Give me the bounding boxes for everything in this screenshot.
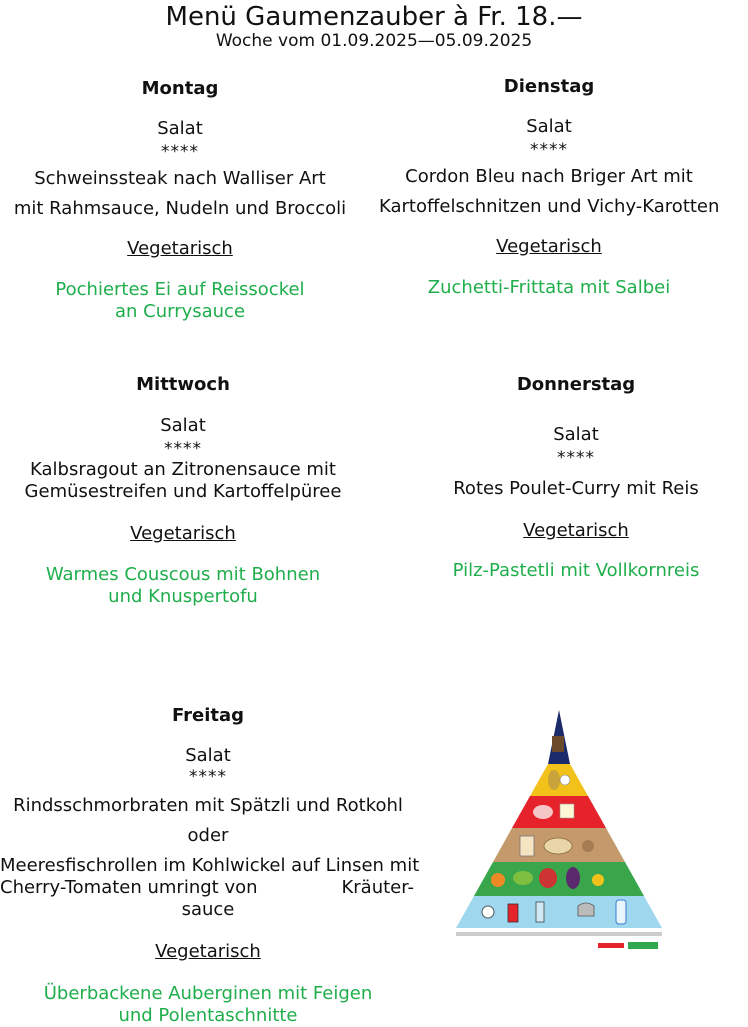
day-name: Donnerstag xyxy=(516,374,636,395)
day-name: Mittwoch xyxy=(136,374,230,395)
food-pyramid-icon xyxy=(448,706,670,954)
alt-dish-line2-left: Cherry-Tomaten umringt von xyxy=(0,877,258,898)
alt-dish-line2-right: Kräuter- xyxy=(341,877,414,898)
main-dish-line1: Rotes Poulet-Curry mit Reis xyxy=(453,478,699,499)
salad-label: Salat xyxy=(553,424,599,445)
main-dish-line1: Cordon Bleu nach Briger Art mit xyxy=(405,166,693,187)
separator-stars: **** xyxy=(557,448,595,468)
vegetarian-dish-line1: Pilz-Pastetli mit Vollkornreis xyxy=(452,560,700,581)
day-dienstag xyxy=(379,76,719,299)
separator-stars: **** xyxy=(164,439,202,459)
alt-dish-line3: sauce xyxy=(181,899,235,920)
salad-label: Salat xyxy=(526,116,572,137)
day-name: Montag xyxy=(141,78,219,99)
separator-stars: **** xyxy=(189,767,227,787)
vegetarian-heading: Vegetarisch xyxy=(155,941,261,962)
day-name: Freitag xyxy=(171,705,245,726)
separator-stars: **** xyxy=(530,140,568,160)
main-dish-line2: mit Rahmsauce, Nudeln und Broccoli xyxy=(13,198,347,219)
vegetarian-dish-line2: und Knuspertofu xyxy=(108,586,258,607)
week-range: Woche vom 01.09.2025—05.09.2025 xyxy=(215,31,533,51)
main-dish-line1: Rindsschmorbraten mit Spätzli und Rotkohl xyxy=(13,795,403,816)
vegetarian-dish-line1: Überbackene Auberginen mit Feigen xyxy=(43,983,373,1004)
vegetarian-heading: Vegetarisch xyxy=(130,523,236,544)
day-name: Dienstag xyxy=(503,76,595,97)
main-dish-line2: Gemüsestreifen und Kartoffelpüree xyxy=(24,481,342,502)
separator-stars: **** xyxy=(161,142,199,162)
main-dish-line1: Schweinssteak nach Walliser Art xyxy=(34,168,326,189)
vegetarian-heading: Vegetarisch xyxy=(523,520,629,541)
vegetarian-dish-line1: Zuchetti-Frittata mit Salbei xyxy=(427,277,671,298)
vegetarian-dish-line1: Pochiertes Ei auf Reissockel xyxy=(55,279,305,300)
salad-label: Salat xyxy=(160,415,206,436)
or-separator: oder xyxy=(187,825,229,846)
vegetarian-heading: Vegetarisch xyxy=(127,238,233,259)
day-freitag xyxy=(0,705,420,1027)
vegetarian-heading: Vegetarisch xyxy=(496,236,602,257)
vegetarian-dish-line1: Warmes Couscous mit Bohnen xyxy=(45,564,321,585)
menu-title: Menü Gaumenzauber à Fr. 18.— xyxy=(165,2,583,32)
day-montag xyxy=(0,78,360,323)
salad-label: Salat xyxy=(157,118,203,139)
vegetarian-dish-line2: an Currysauce xyxy=(114,301,246,322)
main-dish-line1: Kalbsragout an Zitronensauce mit xyxy=(30,459,336,480)
salad-label: Salat xyxy=(185,745,231,766)
day-donnerstag xyxy=(400,374,748,582)
vegetarian-dish-line2: und Polentaschnitte xyxy=(118,1005,298,1026)
alt-dish-line1: Meeresfischrollen im Kohlwickel auf Linsen mit xyxy=(0,855,420,876)
day-mittwoch xyxy=(0,374,366,608)
main-dish-line2: Kartoffelschnitzen und Vichy-Karotten xyxy=(379,196,720,217)
alt-dish-line2 xyxy=(0,877,416,899)
